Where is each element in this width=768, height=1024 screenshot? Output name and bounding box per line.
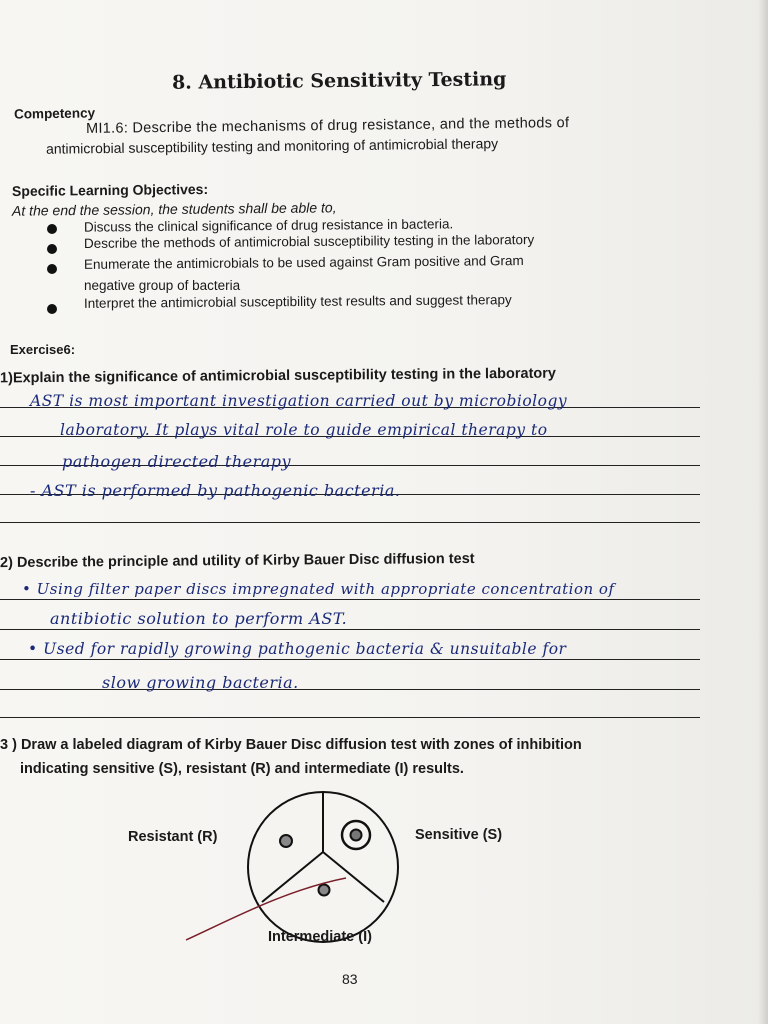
answer-1-line-1: AST is most important investigation carried out by microbiology [30, 392, 568, 410]
objective-item-3: Enumerate the antimicrobials to be used against Gram positive and Gram [83, 253, 524, 272]
label-intermediate: Intermediate (I) [268, 929, 372, 945]
answer-1-line-2: laboratory. It plays vital role to guide empirical therapy to [60, 421, 548, 439]
bullet-2 [47, 244, 57, 254]
bullet-1 [47, 224, 57, 234]
objectives-intro: At the end the session, the students shall be able to, [11, 199, 337, 219]
objective-item-1: Discuss the clinical significance of drug resistance in bacteria. [83, 216, 454, 235]
page-title: 8. Antibiotic Sensitivity Testing [171, 68, 507, 94]
answer-2-line-3: • Used for rapidly growing pathogenic bacteria & unsuitable for [28, 640, 567, 658]
answer-line [0, 659, 700, 660]
answer-1-line-3: pathogen directed therapy [62, 452, 292, 471]
answer-2-line-1: • Using filter paper discs impregnated with appropriate concentration of [22, 580, 615, 598]
competency-line-2: antimicrobial susceptibility testing and monitoring of antimicrobial therapy [45, 135, 499, 157]
answer-line [0, 522, 700, 523]
answer-1-line-4: - AST is performed by pathogenic bacteria. [30, 481, 401, 500]
intermediate-disc [319, 885, 330, 896]
question-2: 2) Describe the principle and utility of Kirby Bauer Disc diffusion test [0, 550, 475, 572]
objectives-heading: Specific Learning Objectives: [11, 180, 209, 200]
sensitive-disc [351, 830, 362, 841]
answer-2-line-2: antibiotic solution to perform AST. [50, 609, 348, 628]
objective-item-4: Interpret the antimicrobial susceptibility test results and suggest therapy [83, 292, 512, 311]
bullet-3 [47, 264, 57, 274]
divider-line [323, 852, 384, 902]
answer-2-line-4: slow growing bacteria. [102, 673, 299, 692]
exercise-heading: Exercise6: [10, 342, 76, 357]
resistant-disc [280, 835, 292, 847]
divider-line [262, 852, 323, 902]
objective-item-3-cont: negative group of bacteria [84, 278, 241, 293]
question-1: 1)Explain the significance of antimicrobial susceptibility testing in the laboratory [0, 365, 557, 387]
answer-line [0, 629, 700, 630]
competency-line-1: MI1.6: Describe the mechanisms of drug resistance, and the methods of [85, 115, 570, 137]
bullet-4 [47, 304, 57, 314]
question-3-line-1: 3 ) Draw a labeled diagram of Kirby Bauer Disc diffusion test with zones of inhibition [0, 737, 582, 753]
answer-line [0, 717, 700, 718]
label-sensitive: Sensitive (S) [415, 827, 503, 843]
competency-heading: Competency [13, 105, 96, 122]
answer-line [0, 599, 700, 600]
disc-diffusion-diagram [0, 780, 768, 960]
label-resistant: Resistant (R) [128, 829, 218, 845]
question-3-line-2: indicating sensitive (S), resistant (R) and intermediate (I) results. [20, 761, 464, 777]
page-number: 83 [342, 971, 358, 987]
objective-item-2: Describe the methods of antimicrobial susceptibility testing in the laboratory [83, 232, 535, 251]
